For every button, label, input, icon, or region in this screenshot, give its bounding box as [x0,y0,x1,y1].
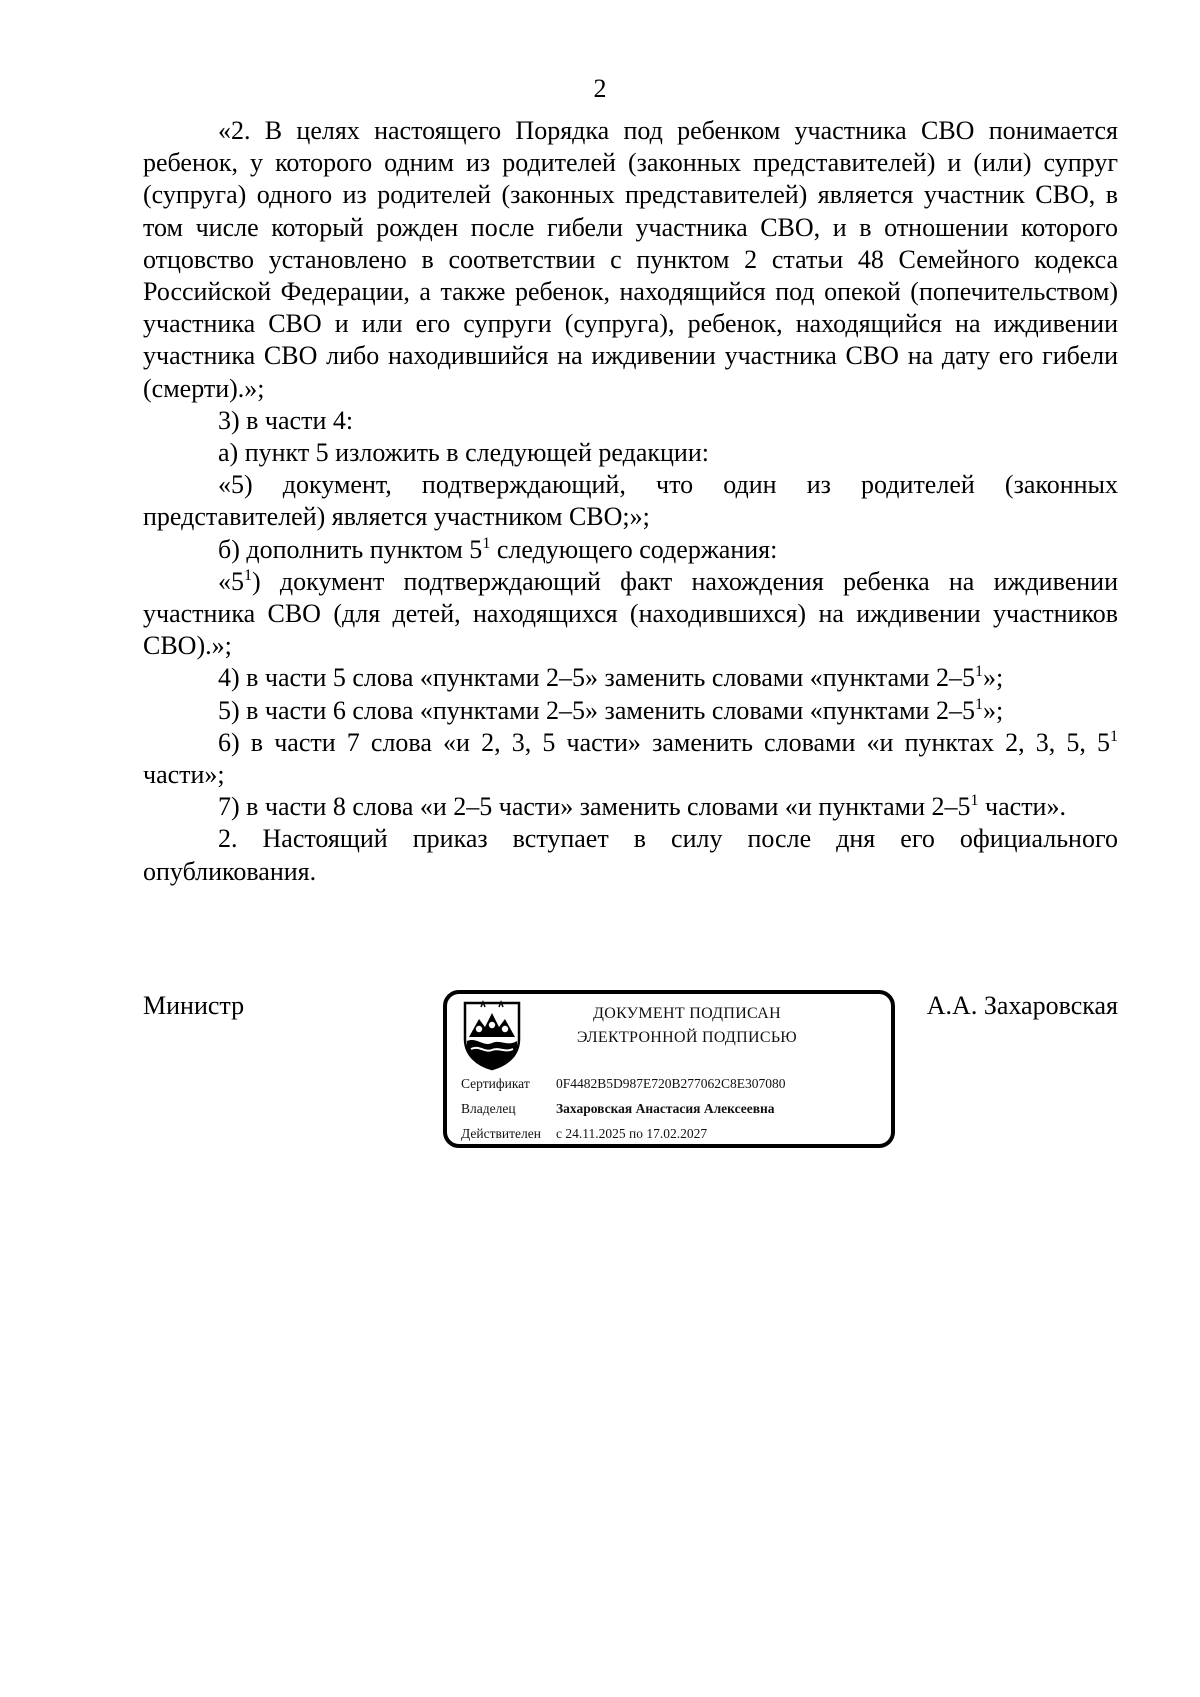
owner-value: Захаровская Анастасия Алексеевна [556,1101,775,1116]
stamp-certificate-row [461,1075,786,1093]
superscript: 1 [244,566,252,584]
stamp-validity-row [461,1125,707,1143]
stamp-title: ДОКУМЕНТ ПОДПИСАН ЭЛЕКТРОННОЙ ПОДПИСЬЮ [576,1005,798,1046]
stamp-owner-row [461,1100,775,1118]
page-number: 2 [593,74,607,103]
signature-block [0,990,1200,1160]
paragraph-part-7: 6) в части 7 слова «и 2, 3, 5 части» заменить словами «и пунктах 2, 3, 5, $5^1$ части»; [143,727,1118,790]
paragraph-part-8: 7) в части 8 слова «и 2–5 части» заменить словами «и пунктами $2-5^1$ части». [218,792,1066,822]
certificate-label: Сертификат [461,1076,530,1091]
superscript: 1 [974,695,983,713]
owner-label: Владелец [461,1101,516,1116]
paragraph-item-5-text: «5) документ, подтверждающий, что один из родителей (законных представителей) является участником СВО;»; [143,470,1118,532]
paragraph-definition: «2. В целях настоящего Порядка под ребенком участника СВО понимается ребенок, у которого одним из родителей (законных представителей) и (или) супруг (супруга) одного из родителей (законных представителей) является участник СВО, в том числе который рожден после гибели участника СВО, и в отношении которого отцовство установлено в соответствии с пунктом 2 статьи 48 Семейного кодекса Российской Федерации, а также ребенок, находящийся под опекой (попечительством) участника СВО и или его супруги (супруга), ребенок, находящийся на иждивении участника СВО либо находившийся на иждивении участника СВО на дату его гибели (смерти).»; [143,116,1118,403]
validity-label: Действителен [461,1126,541,1141]
paragraph-part-5: 4) в части 5 слова «пунктами 2–5» заменить словами «пунктами $2-5^1$»; [218,663,1004,693]
superscript: 1 [482,534,491,552]
electronic-signature-stamp [443,990,895,1148]
paragraph-part-6: 5) в части 6 слова «пунктами 2–5» заменить словами «пунктами $2-5^1$»; [218,695,1004,725]
superscript: 1 [970,792,979,810]
superscript: 1 [1110,727,1118,745]
signer-position: Министр [143,991,245,1020]
coat-of-arms-icon [461,999,523,1071]
paragraph-item-b: б) дополнить пунктом $5^1$ следующего содержания: [218,534,778,564]
document-body [143,115,1118,888]
superscript: 1 [974,663,983,681]
validity-value: с 24.11.2025 по 17.02.2027 [556,1126,708,1141]
certificate-value: 0F4482B5D987E720B277062C8E307080 [556,1076,786,1091]
paragraph-part-4: 3) в части 4: [218,405,354,435]
paragraph-item-a: а) пункт 5 изложить в следующей редакции: [218,438,709,468]
paragraph-item-5-1-text: «$5^1$) документ подтверждающий факт нахождения ребенка на иждивении участника СВО (для детей, находящихся (находившихся) на иждивении участников СВО).»; [143,566,1118,661]
signer-name: А.А. Захаровская [926,991,1118,1020]
paragraph-effective-date: 2. Настоящий приказ вступает в силу после дня его официального опубликования. [143,824,1118,886]
